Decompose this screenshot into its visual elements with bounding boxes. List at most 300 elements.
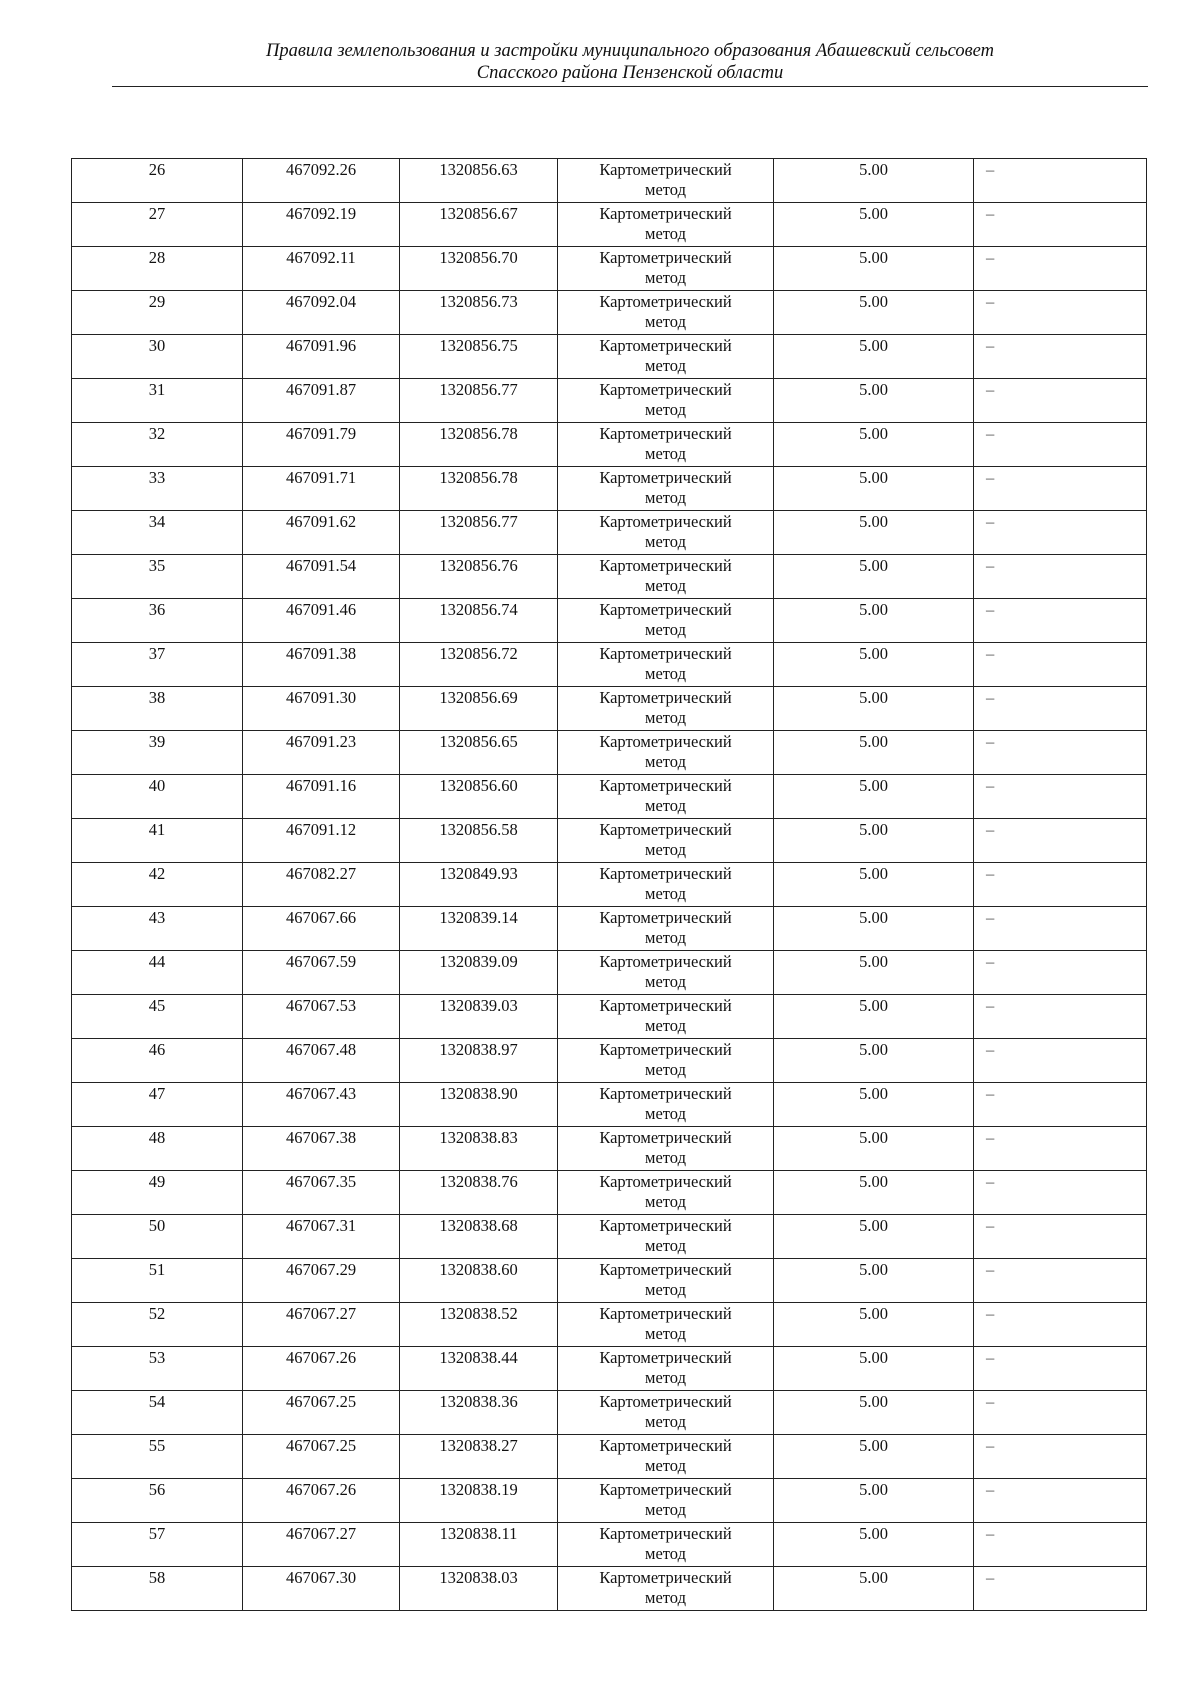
point-number-cell: 37	[72, 643, 243, 687]
accuracy-cell: 5.00	[774, 863, 974, 907]
table-row	[72, 291, 1147, 335]
table-row	[72, 159, 1147, 203]
x-coordinate-cell: 467091.79	[243, 423, 400, 467]
method-line1: Картометрический	[599, 644, 732, 663]
table-row	[72, 423, 1147, 467]
point-number-cell: 39	[72, 731, 243, 775]
y-coordinate-cell: 1320849.93	[400, 863, 558, 907]
method-cell	[558, 247, 774, 291]
method-cell	[558, 687, 774, 731]
table-row	[72, 1215, 1147, 1259]
method-line1: Картометрический	[599, 556, 732, 575]
table-row	[72, 643, 1147, 687]
y-coordinate-cell: 1320838.27	[400, 1435, 558, 1479]
note-cell: –	[974, 1347, 1147, 1391]
point-number-cell: 51	[72, 1259, 243, 1303]
header-rule	[112, 86, 1148, 87]
method-line1: Картометрический	[599, 732, 732, 751]
point-number-cell: 46	[72, 1039, 243, 1083]
accuracy-cell: 5.00	[774, 291, 974, 335]
method-line2: метод	[645, 224, 686, 243]
y-coordinate-cell: 1320856.73	[400, 291, 558, 335]
method-cell	[558, 1567, 774, 1611]
point-number-cell: 28	[72, 247, 243, 291]
method-line1: Картометрический	[599, 424, 732, 443]
method-line1: Картометрический	[599, 952, 732, 971]
method-cell	[558, 1479, 774, 1523]
accuracy-cell: 5.00	[774, 951, 974, 995]
point-number-cell: 36	[72, 599, 243, 643]
y-coordinate-cell: 1320839.09	[400, 951, 558, 995]
y-coordinate-cell: 1320856.60	[400, 775, 558, 819]
table-row	[72, 467, 1147, 511]
x-coordinate-cell: 467092.04	[243, 291, 400, 335]
accuracy-cell: 5.00	[774, 1523, 974, 1567]
accuracy-cell: 5.00	[774, 1347, 974, 1391]
method-cell	[558, 555, 774, 599]
x-coordinate-cell: 467091.96	[243, 335, 400, 379]
method-line2: метод	[645, 488, 686, 507]
method-cell	[558, 291, 774, 335]
note-cell: –	[974, 1039, 1147, 1083]
method-line2: метод	[645, 444, 686, 463]
method-line1: Картометрический	[599, 204, 732, 223]
table-row	[72, 1479, 1147, 1523]
y-coordinate-cell: 1320838.97	[400, 1039, 558, 1083]
accuracy-cell: 5.00	[774, 1435, 974, 1479]
method-line2: метод	[645, 840, 686, 859]
table-row	[72, 1039, 1147, 1083]
note-cell: –	[974, 159, 1147, 203]
method-cell	[558, 423, 774, 467]
accuracy-cell: 5.00	[774, 1171, 974, 1215]
x-coordinate-cell: 467067.48	[243, 1039, 400, 1083]
accuracy-cell: 5.00	[774, 555, 974, 599]
x-coordinate-cell: 467067.25	[243, 1435, 400, 1479]
y-coordinate-cell: 1320838.60	[400, 1259, 558, 1303]
note-cell: –	[974, 467, 1147, 511]
accuracy-cell: 5.00	[774, 159, 974, 203]
x-coordinate-cell: 467067.27	[243, 1523, 400, 1567]
point-number-cell: 49	[72, 1171, 243, 1215]
note-cell: –	[974, 555, 1147, 599]
note-cell: –	[974, 1215, 1147, 1259]
method-cell	[558, 379, 774, 423]
y-coordinate-cell: 1320856.70	[400, 247, 558, 291]
accuracy-cell: 5.00	[774, 599, 974, 643]
point-number-cell: 30	[72, 335, 243, 379]
method-line1: Картометрический	[599, 380, 732, 399]
accuracy-cell: 5.00	[774, 687, 974, 731]
point-number-cell: 38	[72, 687, 243, 731]
accuracy-cell: 5.00	[774, 1303, 974, 1347]
method-cell	[558, 335, 774, 379]
x-coordinate-cell: 467091.46	[243, 599, 400, 643]
accuracy-cell: 5.00	[774, 511, 974, 555]
method-line2: метод	[645, 1060, 686, 1079]
x-coordinate-cell: 467067.30	[243, 1567, 400, 1611]
accuracy-cell: 5.00	[774, 1039, 974, 1083]
method-line2: метод	[645, 1148, 686, 1167]
note-cell: –	[974, 599, 1147, 643]
y-coordinate-cell: 1320856.77	[400, 379, 558, 423]
method-cell	[558, 819, 774, 863]
table-row	[72, 203, 1147, 247]
method-line2: метод	[645, 532, 686, 551]
method-cell	[558, 203, 774, 247]
point-number-cell: 41	[72, 819, 243, 863]
table-row	[72, 863, 1147, 907]
point-number-cell: 58	[72, 1567, 243, 1611]
method-line2: метод	[645, 576, 686, 595]
table-row	[72, 1303, 1147, 1347]
x-coordinate-cell: 467091.62	[243, 511, 400, 555]
method-line2: метод	[645, 972, 686, 991]
method-cell	[558, 1391, 774, 1435]
method-line1: Картометрический	[599, 996, 732, 1015]
table-row	[72, 1347, 1147, 1391]
method-line2: метод	[645, 1192, 686, 1211]
table-row	[72, 951, 1147, 995]
note-cell: –	[974, 423, 1147, 467]
accuracy-cell: 5.00	[774, 467, 974, 511]
method-cell	[558, 951, 774, 995]
table-row	[72, 247, 1147, 291]
method-line1: Картометрический	[599, 468, 732, 487]
table-row	[72, 1435, 1147, 1479]
y-coordinate-cell: 1320856.78	[400, 467, 558, 511]
method-line2: метод	[645, 796, 686, 815]
method-line1: Картометрический	[599, 1040, 732, 1059]
x-coordinate-cell: 467067.43	[243, 1083, 400, 1127]
point-number-cell: 48	[72, 1127, 243, 1171]
note-cell: –	[974, 1567, 1147, 1611]
point-number-cell: 33	[72, 467, 243, 511]
point-number-cell: 54	[72, 1391, 243, 1435]
y-coordinate-cell: 1320838.19	[400, 1479, 558, 1523]
method-cell	[558, 775, 774, 819]
y-coordinate-cell: 1320838.76	[400, 1171, 558, 1215]
point-number-cell: 45	[72, 995, 243, 1039]
y-coordinate-cell: 1320838.52	[400, 1303, 558, 1347]
method-line2: метод	[645, 1280, 686, 1299]
method-line1: Картометрический	[599, 1128, 732, 1147]
y-coordinate-cell: 1320856.69	[400, 687, 558, 731]
accuracy-cell: 5.00	[774, 1127, 974, 1171]
x-coordinate-cell: 467067.59	[243, 951, 400, 995]
table-row	[72, 1171, 1147, 1215]
method-line1: Картометрический	[599, 1348, 732, 1367]
method-cell	[558, 731, 774, 775]
method-cell	[558, 1083, 774, 1127]
method-line2: метод	[645, 1016, 686, 1035]
note-cell: –	[974, 731, 1147, 775]
method-line1: Картометрический	[599, 688, 732, 707]
y-coordinate-cell: 1320856.67	[400, 203, 558, 247]
point-number-cell: 44	[72, 951, 243, 995]
method-line1: Картометрический	[599, 1084, 732, 1103]
table-row	[72, 995, 1147, 1039]
x-coordinate-cell: 467067.26	[243, 1479, 400, 1523]
table-row	[72, 1567, 1147, 1611]
accuracy-cell: 5.00	[774, 423, 974, 467]
method-cell	[558, 599, 774, 643]
accuracy-cell: 5.00	[774, 731, 974, 775]
method-line1: Картометрический	[599, 1524, 732, 1543]
point-number-cell: 56	[72, 1479, 243, 1523]
table-row	[72, 335, 1147, 379]
y-coordinate-cell: 1320838.68	[400, 1215, 558, 1259]
point-number-cell: 42	[72, 863, 243, 907]
method-cell	[558, 1039, 774, 1083]
method-line2: метод	[645, 1368, 686, 1387]
method-line1: Картометрический	[599, 1172, 732, 1191]
method-line2: метод	[645, 1544, 686, 1563]
y-coordinate-cell: 1320856.75	[400, 335, 558, 379]
y-coordinate-cell: 1320838.36	[400, 1391, 558, 1435]
note-cell: –	[974, 1259, 1147, 1303]
x-coordinate-cell: 467092.11	[243, 247, 400, 291]
note-cell: –	[974, 1127, 1147, 1171]
x-coordinate-cell: 467067.27	[243, 1303, 400, 1347]
method-line2: метод	[645, 1412, 686, 1431]
accuracy-cell: 5.00	[774, 995, 974, 1039]
note-cell: –	[974, 995, 1147, 1039]
table-row	[72, 1523, 1147, 1567]
table-row	[72, 1391, 1147, 1435]
note-cell: –	[974, 1435, 1147, 1479]
method-line1: Картометрический	[599, 1260, 732, 1279]
accuracy-cell: 5.00	[774, 775, 974, 819]
x-coordinate-cell: 467067.66	[243, 907, 400, 951]
point-number-cell: 52	[72, 1303, 243, 1347]
header-title-line2: Спасского района Пензенской области	[476, 63, 784, 83]
method-line1: Картометрический	[599, 864, 732, 883]
y-coordinate-cell: 1320838.44	[400, 1347, 558, 1391]
table-row	[72, 511, 1147, 555]
x-coordinate-cell: 467091.38	[243, 643, 400, 687]
accuracy-cell: 5.00	[774, 907, 974, 951]
table-row	[72, 1127, 1147, 1171]
method-cell	[558, 1435, 774, 1479]
point-number-cell: 55	[72, 1435, 243, 1479]
method-line1: Картометрический	[599, 248, 732, 267]
note-cell: –	[974, 643, 1147, 687]
method-line1: Картометрический	[599, 1392, 732, 1411]
x-coordinate-cell: 467067.29	[243, 1259, 400, 1303]
note-cell: –	[974, 511, 1147, 555]
table-row	[72, 731, 1147, 775]
method-line2: метод	[645, 356, 686, 375]
method-line2: метод	[645, 1588, 686, 1607]
method-cell	[558, 1303, 774, 1347]
y-coordinate-cell: 1320856.74	[400, 599, 558, 643]
accuracy-cell: 5.00	[774, 1215, 974, 1259]
point-number-cell: 31	[72, 379, 243, 423]
note-cell: –	[974, 247, 1147, 291]
method-line1: Картометрический	[599, 820, 732, 839]
accuracy-cell: 5.00	[774, 335, 974, 379]
method-line1: Картометрический	[599, 292, 732, 311]
table-row	[72, 687, 1147, 731]
method-cell	[558, 467, 774, 511]
x-coordinate-cell: 467067.38	[243, 1127, 400, 1171]
method-line1: Картометрический	[599, 1216, 732, 1235]
y-coordinate-cell: 1320838.11	[400, 1523, 558, 1567]
method-cell	[558, 1127, 774, 1171]
point-number-cell: 35	[72, 555, 243, 599]
method-line1: Картометрический	[599, 336, 732, 355]
x-coordinate-cell: 467082.27	[243, 863, 400, 907]
accuracy-cell: 5.00	[774, 379, 974, 423]
y-coordinate-cell: 1320838.90	[400, 1083, 558, 1127]
point-number-cell: 27	[72, 203, 243, 247]
method-line2: метод	[645, 400, 686, 419]
x-coordinate-cell: 467091.30	[243, 687, 400, 731]
point-number-cell: 32	[72, 423, 243, 467]
method-line2: метод	[645, 1456, 686, 1475]
method-cell	[558, 1215, 774, 1259]
x-coordinate-cell: 467092.26	[243, 159, 400, 203]
page-header	[112, 40, 1148, 84]
accuracy-cell: 5.00	[774, 643, 974, 687]
method-cell	[558, 643, 774, 687]
x-coordinate-cell: 467067.26	[243, 1347, 400, 1391]
accuracy-cell: 5.00	[774, 1567, 974, 1611]
point-number-cell: 47	[72, 1083, 243, 1127]
y-coordinate-cell: 1320839.14	[400, 907, 558, 951]
y-coordinate-cell: 1320856.77	[400, 511, 558, 555]
y-coordinate-cell: 1320856.63	[400, 159, 558, 203]
method-line2: метод	[645, 664, 686, 683]
y-coordinate-cell: 1320856.76	[400, 555, 558, 599]
method-line1: Картометрический	[599, 600, 732, 619]
note-cell: –	[974, 1171, 1147, 1215]
accuracy-cell: 5.00	[774, 1391, 974, 1435]
x-coordinate-cell: 467091.87	[243, 379, 400, 423]
header-title-line1: Правила землепользования и застройки муниципального образования Абашевский сельсовет	[266, 41, 994, 61]
y-coordinate-cell: 1320856.65	[400, 731, 558, 775]
note-cell: –	[974, 1303, 1147, 1347]
method-cell	[558, 159, 774, 203]
table-row	[72, 775, 1147, 819]
note-cell: –	[974, 291, 1147, 335]
accuracy-cell: 5.00	[774, 247, 974, 291]
note-cell: –	[974, 687, 1147, 731]
y-coordinate-cell: 1320856.72	[400, 643, 558, 687]
note-cell: –	[974, 1391, 1147, 1435]
point-number-cell: 29	[72, 291, 243, 335]
y-coordinate-cell: 1320839.03	[400, 995, 558, 1039]
accuracy-cell: 5.00	[774, 1479, 974, 1523]
method-line2: метод	[645, 620, 686, 639]
method-cell	[558, 511, 774, 555]
x-coordinate-cell: 467091.16	[243, 775, 400, 819]
method-line2: метод	[645, 1500, 686, 1519]
note-cell: –	[974, 819, 1147, 863]
x-coordinate-cell: 467092.19	[243, 203, 400, 247]
point-number-cell: 26	[72, 159, 243, 203]
method-line2: метод	[645, 884, 686, 903]
table-row	[72, 555, 1147, 599]
method-line2: метод	[645, 1104, 686, 1123]
x-coordinate-cell: 467067.35	[243, 1171, 400, 1215]
accuracy-cell: 5.00	[774, 1083, 974, 1127]
table-row	[72, 1259, 1147, 1303]
method-line1: Картометрический	[599, 1568, 732, 1587]
x-coordinate-cell: 467091.54	[243, 555, 400, 599]
y-coordinate-cell: 1320856.58	[400, 819, 558, 863]
method-line2: метод	[645, 928, 686, 947]
x-coordinate-cell: 467091.23	[243, 731, 400, 775]
y-coordinate-cell: 1320838.03	[400, 1567, 558, 1611]
note-cell: –	[974, 907, 1147, 951]
method-line1: Картометрический	[599, 908, 732, 927]
method-line1: Картометрический	[599, 776, 732, 795]
method-cell	[558, 907, 774, 951]
point-number-cell: 50	[72, 1215, 243, 1259]
method-cell	[558, 1347, 774, 1391]
table-row	[72, 379, 1147, 423]
table-row	[72, 599, 1147, 643]
note-cell: –	[974, 775, 1147, 819]
coordinates-table-body	[72, 159, 1147, 1611]
method-line2: метод	[645, 1236, 686, 1255]
note-cell: –	[974, 379, 1147, 423]
method-line1: Картометрический	[599, 1436, 732, 1455]
note-cell: –	[974, 1083, 1147, 1127]
method-line1: Картометрический	[599, 1304, 732, 1323]
accuracy-cell: 5.00	[774, 819, 974, 863]
y-coordinate-cell: 1320856.78	[400, 423, 558, 467]
method-line1: Картометрический	[599, 1480, 732, 1499]
method-line2: метод	[645, 1324, 686, 1343]
note-cell: –	[974, 335, 1147, 379]
x-coordinate-cell: 467067.25	[243, 1391, 400, 1435]
method-cell	[558, 995, 774, 1039]
note-cell: –	[974, 1479, 1147, 1523]
method-line2: метод	[645, 268, 686, 287]
note-cell: –	[974, 951, 1147, 995]
point-number-cell: 34	[72, 511, 243, 555]
method-line1: Картометрический	[599, 512, 732, 531]
method-line1: Картометрический	[599, 160, 732, 179]
method-line2: метод	[645, 180, 686, 199]
method-cell	[558, 1259, 774, 1303]
method-cell	[558, 1171, 774, 1215]
point-number-cell: 40	[72, 775, 243, 819]
table-row	[72, 1083, 1147, 1127]
x-coordinate-cell: 467067.53	[243, 995, 400, 1039]
note-cell: –	[974, 863, 1147, 907]
accuracy-cell: 5.00	[774, 1259, 974, 1303]
table-row	[72, 819, 1147, 863]
table-row	[72, 907, 1147, 951]
y-coordinate-cell: 1320838.83	[400, 1127, 558, 1171]
x-coordinate-cell: 467091.12	[243, 819, 400, 863]
point-number-cell: 53	[72, 1347, 243, 1391]
method-line2: метод	[645, 708, 686, 727]
x-coordinate-cell: 467067.31	[243, 1215, 400, 1259]
point-number-cell: 43	[72, 907, 243, 951]
x-coordinate-cell: 467091.71	[243, 467, 400, 511]
note-cell: –	[974, 203, 1147, 247]
point-number-cell: 57	[72, 1523, 243, 1567]
coordinates-table	[71, 158, 1147, 1611]
accuracy-cell: 5.00	[774, 203, 974, 247]
method-line2: метод	[645, 752, 686, 771]
method-line2: метод	[645, 312, 686, 331]
